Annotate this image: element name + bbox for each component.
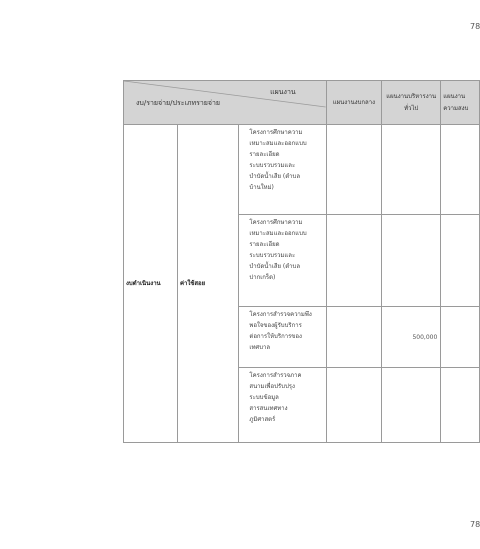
admin-amount-cell	[382, 215, 441, 307]
admin-amount-cell	[382, 368, 441, 443]
header-central-plan: แผนงานงบกลาง	[326, 81, 381, 125]
project-line: เหมาะสมและออกแบบ	[249, 230, 307, 237]
budget-type-cell: งบดำเนินงาน	[124, 125, 178, 443]
header-plan-category-cell	[124, 81, 327, 125]
project-line: โครงการศึกษาความ	[249, 219, 303, 226]
page-number-bottom: 78	[470, 520, 480, 529]
project-line: ต่อการให้บริการของ	[249, 333, 302, 340]
project-line: ภูมิศาสตร์	[249, 416, 276, 423]
project-line: บ้านใหม่)	[249, 184, 274, 191]
peace-amount-cell	[441, 125, 480, 215]
project-line: โครงการศึกษาความ	[249, 129, 303, 136]
admin-amount-cell: 500,000	[382, 307, 441, 368]
header-peace-line1: แผนงาน	[443, 92, 466, 100]
central-amount-cell	[326, 125, 381, 215]
project-line: รายละเอียด	[249, 151, 280, 158]
header-admin-plan	[382, 81, 441, 125]
header-admin-line1: แผนงานบริหารงาน	[386, 92, 437, 100]
peace-amount-cell	[441, 368, 480, 443]
project-cell	[239, 307, 326, 368]
project-line: ระบบรวบรวมและ	[249, 252, 296, 259]
project-line: พอใจของผู้รับบริการ	[249, 322, 302, 329]
project-line: เทศบาล	[249, 344, 271, 351]
admin-amount-cell	[382, 125, 441, 215]
header-peace-line2: ความสงบ	[443, 104, 469, 112]
project-line: ระบบข้อมูล	[249, 394, 279, 401]
header-category-label: งบ/รายจ่าย/ประเภทรายจ่าย	[136, 99, 221, 107]
project-line: เหมาะสมและออกแบบ	[249, 140, 307, 147]
header-peace-plan	[441, 81, 480, 125]
project-line: บำบัดน้ำเสีย (ตำบล	[249, 263, 301, 270]
table-header-row	[124, 81, 480, 125]
central-amount-cell	[326, 307, 381, 368]
peace-amount-cell	[441, 215, 480, 307]
central-amount-cell	[326, 368, 381, 443]
page-number-top: 78	[470, 22, 480, 31]
project-line: สนามเพื่อปรับปรุง	[249, 383, 295, 390]
project-line: บำบัดน้ำเสีย (ตำบล	[249, 173, 301, 180]
project-cell	[239, 215, 326, 307]
budget-table	[123, 80, 480, 443]
project-line: ระบบรวบรวมและ	[249, 162, 296, 169]
project-line: รายละเอียด	[249, 241, 280, 248]
peace-amount-cell	[441, 307, 480, 368]
project-line: ปากเกร็ด)	[249, 274, 276, 281]
project-line: โครงการสำรวจภาค	[249, 372, 302, 379]
project-cell	[239, 125, 326, 215]
project-line: สารสนเทศทาง	[249, 405, 288, 412]
table-row	[124, 125, 480, 215]
expense-type-cell: ค่าใช้สอย	[177, 125, 238, 443]
project-cell	[239, 368, 326, 443]
project-line: โครงการสำรวจความพึง	[249, 311, 312, 318]
central-amount-cell	[326, 215, 381, 307]
header-plan-label: แผนงาน	[270, 88, 296, 96]
header-admin-line2: ทั่วไป	[404, 104, 419, 112]
